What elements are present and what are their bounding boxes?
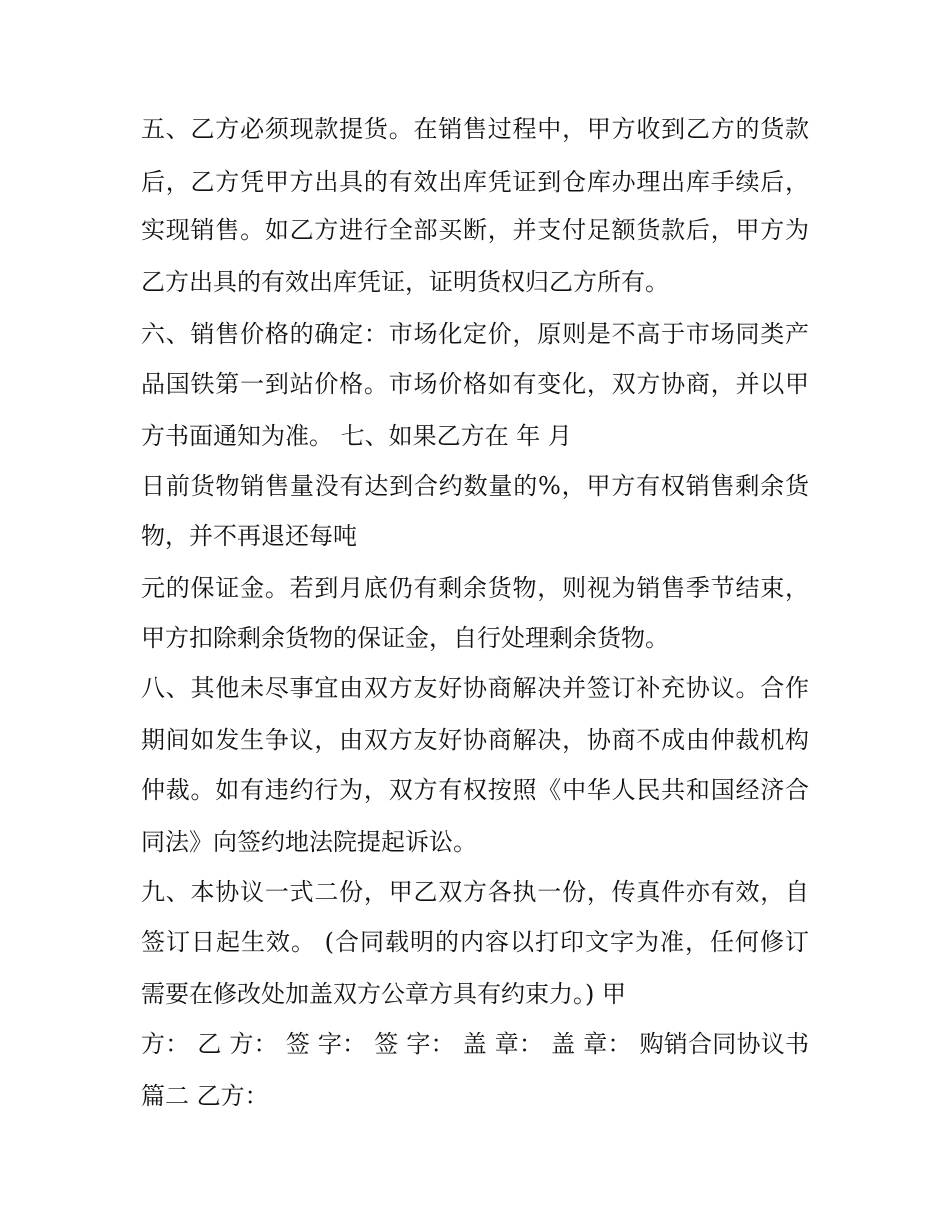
text-line: 八、其他未尽事宜由双方友好协商解决并签订补充协议。合作 [141,674,809,702]
text-line: 九、本协议一式二份，甲乙双方各执一份，传真件亦有效，自 [141,878,809,906]
text-line: 后，乙方凭甲方出具的有效出库凭证到仓库办理出库手续后， [141,168,809,196]
text-line: 乙方出具的有效出库凭证，证明货权归乙方所有。 [141,268,669,296]
text-line: 篇二 乙方： [141,1082,269,1110]
text-line: 日前货物销售量没有达到合约数量的%，甲方有权销售剩余货 [141,472,809,500]
text-line: 五、乙方必须现款提货。在销售过程中，甲方收到乙方的货款 [141,115,809,143]
text-line: 物，并不再退还每吨 [141,522,357,550]
text-line: 仲裁。如有违约行为，双方有权按照《中华人民共和国经济合 [141,776,809,804]
text-line: 签订日起生效。 (合同载明的内容以打印文字为准，任何修订 [141,928,809,956]
text-line: 期间如发生争议，由双方友好协商解决，协商不成由仲裁机构 [141,726,809,754]
text-line: 方： 乙 方： 签 字： 签 字： 盖 章： 盖 章： 购销合同协议书 [141,1030,809,1058]
text-line: 甲方扣除剩余货物的保证金，自行处理剩余货物。 [141,624,669,652]
text-line: 同法》向签约地法院提起诉讼。 [141,828,477,856]
text-line: 实现销售。如乙方进行全部买断，并支付足额货款后，甲方为 [141,216,809,244]
text-line: 需要在修改处加盖双方公章方具有约束力。) 甲 [141,980,626,1008]
text-line: 方书面通知为准。 七、如果乙方在 年 月 [141,422,572,450]
text-line: 元的保证金。若到月底仍有剩余货物，则视为销售季节结束， [141,574,809,602]
text-line: 品国铁第一到站价格。市场价格如有变化，双方协商，并以甲 [141,370,809,398]
text-line: 六、销售价格的确定：市场化定价，原则是不高于市场同类产 [141,320,809,348]
